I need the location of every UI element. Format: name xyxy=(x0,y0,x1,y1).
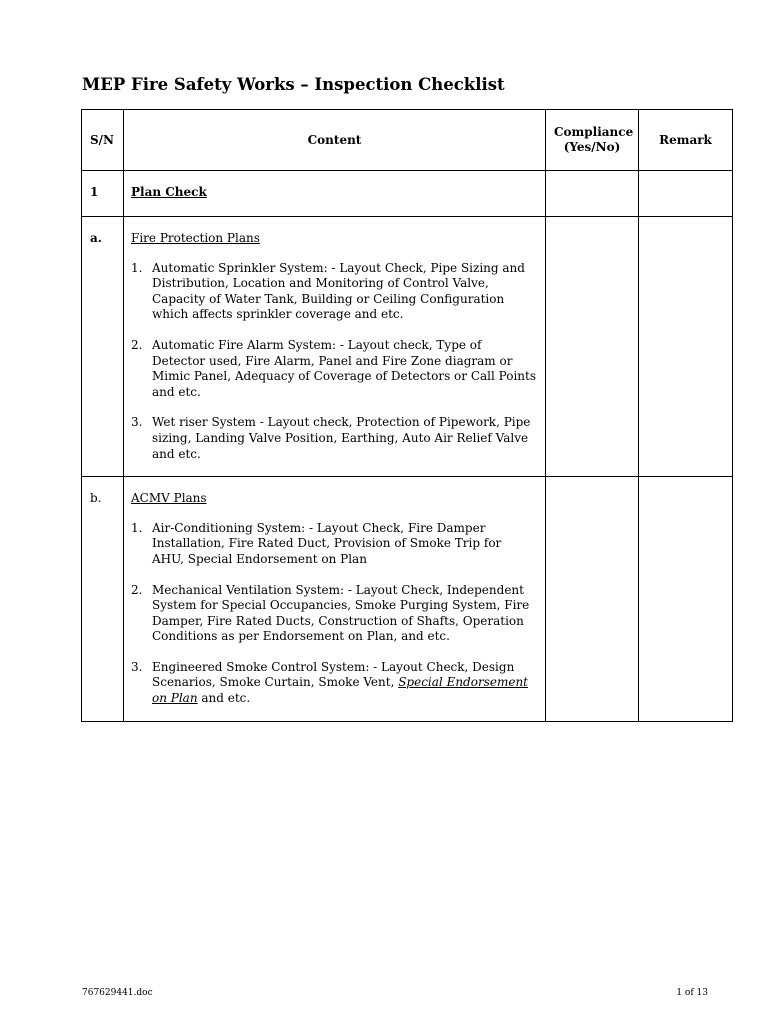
item-number: 1. xyxy=(131,260,143,275)
item-number: 2. xyxy=(131,582,143,597)
document-title: MEP Fire Safety Works – Inspection Checklist xyxy=(82,75,505,94)
item-text-part: and etc. xyxy=(197,691,251,706)
table-header-row xyxy=(82,110,733,171)
compliance-cell[interactable] xyxy=(546,171,639,217)
section-title-cell xyxy=(124,171,546,217)
item-number: 3. xyxy=(131,659,143,674)
item-text: Automatic Fire Alarm System: - Layout check, Type of Detector used, Fire Alarm, Panel and Fire Zone diagram or Mimic Panel, Adequacy of Coverage of Detectors or Call Points and etc. xyxy=(152,337,537,399)
remark-cell[interactable] xyxy=(639,217,733,477)
footer-page-number: 1 of 13 xyxy=(676,988,708,998)
remark-cell[interactable] xyxy=(639,171,733,217)
item-number: 2. xyxy=(131,337,143,352)
row-heading: Fire Protection Plans xyxy=(131,231,260,245)
row-heading: ACMV Plans xyxy=(131,491,207,506)
table-row xyxy=(82,477,733,722)
row-sn: b. xyxy=(82,477,124,722)
list-item xyxy=(131,338,537,400)
remark-cell[interactable] xyxy=(639,477,733,722)
special-endorsement-text: Special Endorsement on Plan xyxy=(152,675,528,706)
item-text-part: Engineered Smoke Control System: - Layout Check, Design Scenarios, Smoke Curtain, Smoke Vent, xyxy=(152,659,515,690)
item-text: Air-Conditioning System: - Layout Check, Fire Damper Installation, Fire Rated Duct, Provision of Smoke Trip for AHU, Special Endorsement on Plan xyxy=(152,520,502,566)
list-item xyxy=(131,415,537,462)
list-item xyxy=(131,583,537,645)
item-number: 3. xyxy=(131,415,143,430)
item-list xyxy=(131,521,537,707)
header-content: Content xyxy=(124,110,546,171)
compliance-cell[interactable] xyxy=(546,217,639,477)
row-content xyxy=(124,477,546,722)
row-sn: a. xyxy=(82,217,124,477)
list-item xyxy=(131,261,537,323)
list-item xyxy=(131,660,537,707)
header-compliance: Compliance (Yes/No) xyxy=(546,110,639,171)
list-item xyxy=(131,521,537,568)
item-text: Automatic Sprinkler System: - Layout Check, Pipe Sizing and Distribution, Location and Monitoring of Control Valve, Capacity of Water Tank, Building or Ceiling Configuration which affects sprinkler coverage and etc. xyxy=(152,260,525,322)
footer-filename: 767629441.doc xyxy=(82,988,153,998)
item-number: 1. xyxy=(131,520,143,535)
inspection-checklist-table xyxy=(81,109,733,722)
table-row xyxy=(82,217,733,477)
item-text xyxy=(152,660,537,707)
section-title: Plan Check xyxy=(131,185,207,199)
item-text: Wet riser System - Layout check, Protection of Pipework, Pipe sizing, Landing Valve Position, Earthing, Auto Air Relief Valve and etc. xyxy=(152,415,531,461)
row-content xyxy=(124,217,546,477)
section-row xyxy=(82,171,733,217)
header-remark: Remark xyxy=(639,110,733,171)
item-text: Mechanical Ventilation System: - Layout Check, Independent System for Special Occupancies, Smoke Purging System, Fire Damper, Fire Rated Ducts, Construction of Shafts, Operation Conditions as per Endorsement on Plan, and etc. xyxy=(152,582,530,644)
section-sn: 1 xyxy=(82,171,124,217)
item-list xyxy=(131,261,537,463)
header-sn: S/N xyxy=(82,110,124,171)
compliance-cell[interactable] xyxy=(546,477,639,722)
